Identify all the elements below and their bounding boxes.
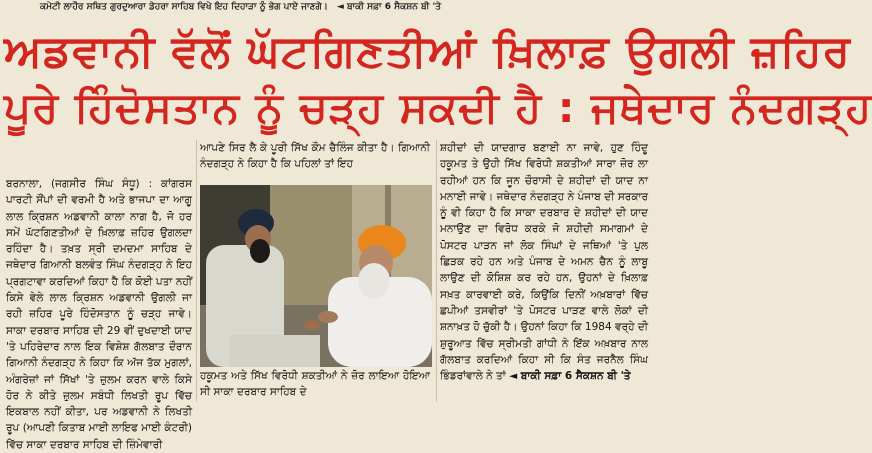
column-divider (436, 140, 437, 402)
headline-line-1: ਅਡਵਾਨੀ ਵੱਲੋਂ ਘੱਟਗਿਣਤੀਆਂ ਖ਼ਿਲਾਫ਼ ਉਗਲੀ ਜ਼ਹਿਰ (4, 26, 851, 77)
top-strip (0, 0, 654, 14)
continuation-note: ◄ ਬਾਕੀ ਸਫ਼ਾ 6 ਸੈਕਸ਼ਨ ਬੀ 'ਤੇ (509, 370, 631, 383)
left-column-text: ਬਰਨਾਲਾ, (ਜਗਸੀਰ ਸਿੰਘ ਸੰਧੂ) : ਕਾਂਗਰਸ ਪਾਰਟੀ ਸੌਂਪਾਂ ਦੀ ਵਰਮੀ ਹੈ ਅਤੇ ਭਾਜਪਾ ਦਾ ਆਗੂ ਲਾਲ ਕ੍ਰਿਸ਼ਨ ਅਡਵਾਨੀ ਕਾਲਾ ਨਾਗ ਹੈ, ਜੋ ਹਰ ਸਮੇਂ ਘੱਟਗਿਣਤੀਆਂ ਦੇ ਖ਼ਿਲਾਫ਼ ਜ਼ਹਿਰ ਉਗਲਦਾ ਰਹਿੰਦਾ ਹੈ। ਤਖ਼ਤ ਸ੍ਰੀ ਦਮਦਮਾ ਸਾਹਿਬ ਦੇ ਜਥੇਦਾਰ ਗਿਆਨੀ ਬਲਵੰਤ ਸਿੰਘ ਨੰਦਗੜ੍ਹ ਨੇ ਇਹ ਪ੍ਰਗਟਾਵਾ ਕਰਦਿਆਂ ਕਿਹਾ ਹੈ ਕਿ ਕੋਈ ਪਤਾ ਨਹੀਂ ਕਿਸੇ ਵੇਲੇ ਲਾਲ ਕ੍ਰਿਸ਼ਨ ਅਡਵਾਨੀ ਉਗਲੀ ਜਾ ਰਹੀ ਜ਼ਹਿਰ ਪੂਰੇ ਹਿੰਦੋਸਤਾਨ ਨੂੰ ਚੜ੍ਹ ਜਾਵੇ। ਸਾਕਾ ਦਰਬਾਰ ਸਾਹਿਬ ਦੀ 29 ਵੀਂ ਦੁਖਦਾਈ ਯਾਦ 'ਤੇ ਪਹਿਰੇਦਾਰ ਨਾਲ ਇਕ ਵਿਸ਼ੇਸ਼ ਗੱਲਬਾਤ ਦੌਰਾਨ ਗਿਆਨੀ ਨੰਦਗੜ੍ਹ ਨੇ ਕਿਹਾ ਕਿ ਅੱਜ ਤੱਕ ਮੁਗਲਾਂ, ਅੰਗਰੇਜ਼ਾਂ ਜਾਂ ਸਿੱਖਾਂ 'ਤੇ ਜ਼ੁਲਮ ਕਰਨ ਵਾਲੇ ਕਿਸੇ ਹੋਰ ਨੇ ਕੀਤੇ ਜ਼ੁਲਮ ਸਬੰਧੀ ਲਿਖਤੀ ਰੂਪ ਵਿੱਚ ਇਕਬਾਲ ਨਹੀਂ ਕੀਤਾ, ਪਰ ਅਡਵਾਨੀ ਨੇ ਲਿਖਤੀ ਰੂਪ (ਆਪਣੀ ਕਿਤਾਬ ਮਾਈ ਲਾਇਫ ਮਾਈ ਕੰਟਰੀ) ਵਿੱਚ ਸਾਕਾ ਦਰਬਾਰ ਸਾਹਿਬ ਦੀ ਜ਼ਿੰਮੇਵਾਰੀ (6, 178, 192, 451)
top-strip-continuation: ◄ ਬਾਕੀ ਸਫ਼ਾ 6 ਸੈਕਸ਼ਨ ਬੀ 'ਤੇ (336, 2, 442, 12)
article-middle-bottom (200, 368, 430, 402)
article-middle-top (200, 140, 430, 182)
article-right-column (440, 140, 648, 404)
article-left-column (6, 176, 192, 451)
middle-top-text: ਆਪਣੇ ਸਿਰ ਲੈ ਕੇ ਪੂਰੀ ਸਿੱਖ ਕੌਮ ਚੈਲਿੰਜ ਕੀਤਾ ਹੈ। ਗਿਆਨੀ ਨੰਦਗੜ੍ਹ ਨੇ ਕਿਹਾ ਹੈ ਕਿ ਪਹਿਲਾਂ ਤਾਂ ਇਹ (200, 142, 430, 171)
middle-bottom-text: ਹਕੂਮਤ ਅਤੇ ਸਿੱਖ ਵਿਰੋਧੀ ਸ਼ਕਤੀਆਂ ਨੇ ਜ਼ੋਰ ਲਾਇਆ ਹੋਇਆ ਸੀ ਸਾਕਾ ਦਰਬਾਰ ਸਾਹਿਬ ਦੇ (200, 370, 430, 399)
column-divider (196, 140, 197, 402)
top-strip-text: ਕਮੇਟੀ ਲਾਹੌਰ ਸਥਿਤ ਗੁਰਦੁਆਰਾ ਡੇਹਰਾ ਸਾਹਿਬ ਵਿਖੇ ਇਹ ਦਿਹਾੜਾ ਨੂੰ ਭੇਗ ਪਾਏ ਜਾਣਗੇ। (40, 2, 328, 12)
news-photo (200, 185, 432, 367)
photo-illustration (200, 185, 432, 367)
right-column-body: ਸ਼ਹੀਦਾਂ ਦੀ ਯਾਦਗਾਰ ਬਣਾਈ ਨਾ ਜਾਵੇ, ਹੁਣ ਹਿੰਦੂ ਹਕੂਮਤ ਤੇ ਉਹੀ ਸਿੱਖ ਵਿਰੋਧੀ ਸ਼ਕਤੀਆਂ ਸਾਰਾ ਜ਼ੋਰ ਲਾ ਰਹੀਆਂ ਹਨ ਕਿ ਜੂਨ ਚੌਰਾਸੀ ਦੇ ਸ਼ਹੀਦਾਂ ਦੀ ਯਾਦ ਨਾ ਮਨਾਈ ਜਾਵੇ। ਜਥੇਦਾਰ ਨੰਦਗੜ੍ਹ ਨੇ ਪੰਜਾਬ ਦੀ ਸਰਕਾਰ ਨੂੰ ਵੀ ਕਿਹਾ ਹੈ ਕਿ ਸਾਕਾ ਦਰਬਾਰ ਦੇ ਸ਼ਹੀਦਾਂ ਦੀ ਯਾਦ ਮਨਾਉਣ ਦਾ ਵਿਰੋਧ ਕਰਕੇ ਜੋ ਸ਼ਹੀਦੀ ਸਮਾਗਮਾਂ ਦੇ ਪੋਸਟਰ ਪਾੜਨ ਜਾਂ ਲੋਕ ਸਿੰਘਾਂ ਦੇ ਜਥਿਆਂ 'ਤੇ ਪੁਲ ਛਿੜਕ ਰਹੇ ਹਨ ਅਤੇ ਪੰਜਾਬ ਦੇ ਅਮਨ ਚੈਨ ਨੂੰ ਲਾਬੂ ਲਾਉਣ ਦੀ ਕੋਸ਼ਿਸ਼ ਕਰ ਰਹੇ ਹਨ, ਉਹਨਾਂ ਦੇ ਖ਼ਿਲਾਫ਼ ਸਖ਼ਤ ਕਾਰਵਾਈ ਕਰੇ, ਕਿਉਂਕਿ ਦਿਨੀਂ ਅਖ਼ਬਾਰਾਂ ਵਿੱਚ ਛਪੀਆਂ ਤਸਵੀਰਾਂ 'ਤੇ ਪੋਸਟਰ ਪਾੜਣ ਵਾਲੇ ਲੋਕਾਂ ਦੀ ਸ਼ਨਾਖ਼ਤ ਹੋ ਚੁੱਕੀ ਹੈ। ਉਹਨਾਂ ਕਿਹਾ ਕਿ 1984 ਵਰ੍ਹੇ ਦੀ ਸ਼ੁਰੂਆਤ ਵਿੱਚ ਸ੍ਰੀਮਤੀ ਗਾਂਧੀ ਨੇ ਇੱਕ ਅਖ਼ਬਾਰ ਨਾਲ ਗੱਲਬਾਤ ਕਰਦਿਆਂ ਕਿਹਾ ਸੀ ਕਿ ਸੰਤ ਜਰਨੈਲ ਸਿੰਘ ਭਿੰਡਰਾਂਵਾਲੇ ਨੇ ਤਾਂ (440, 142, 648, 383)
headline-line-2: ਪੂਰੇ ਹਿੰਦੋਸਤਾਨ ਨੂੰ ਚੜ੍ਹ ਸਕਦੀ ਹੈ : ਜਥੇਦਾਰ ਨੰਦਗੜ੍ਹ (4, 83, 872, 132)
right-column-text (440, 140, 648, 384)
